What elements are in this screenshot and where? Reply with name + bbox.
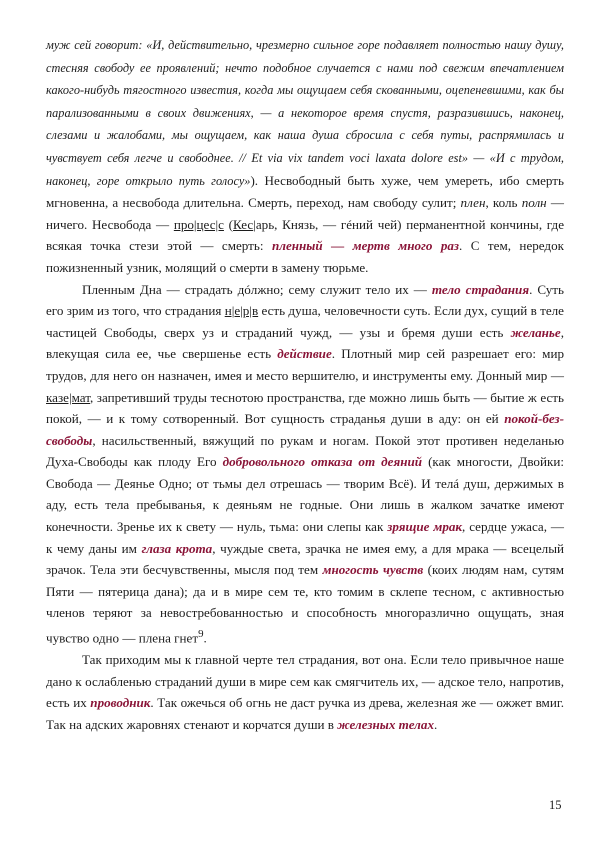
text: . xyxy=(434,716,438,732)
page-number: 15 xyxy=(549,798,562,812)
text: , коль xyxy=(485,195,522,211)
text: , сердце ужаса, — к чему даны им xyxy=(46,519,564,556)
italic-word: плен xyxy=(460,195,486,211)
highlighted-term: желанье xyxy=(510,324,561,340)
paragraph-1 xyxy=(46,34,564,279)
highlighted-term: железных телах xyxy=(337,716,434,732)
text: — ничего. Несвобода — xyxy=(46,195,564,232)
highlighted-term: глаза крота xyxy=(141,540,213,556)
text: , насильственный, вяжущий по рукам и ногам. Покой этот противен неделанью Духа-Свободы как плоду Его xyxy=(46,432,564,470)
italic-quote: муж сей говорит: «И, действительно, чрезмерно сильное горе подавляет полностью нашу душу, стесняя свободу ее проявлений; нечто подобное случается с нами под свежим впечатлением какого-нибудь тягостного известия, когда мы ощущаем себя скованными, оцепеневшими, как бы парализованными в своих движениях, — а некоторое время спустя, разразившись, наконец, слезами и жалобами, мы ощущаем, как наша душа сбросила с себя путы, распрямилась и чувствует себя легче и свободнее. // Et via vix tandem voci laxata dolore est» — «И с трудом, наконец, горе открыло путь голосу» xyxy=(46,38,564,188)
text: Пленным Дна — страдать дóлжно; сему служит тело их — xyxy=(82,281,432,297)
italic-word: полн xyxy=(521,195,547,211)
paragraph-2 xyxy=(46,279,564,649)
text: (коих людям нам, сутям Пяти — пятерица дана); да и в мире сем те, кто томим в склепе тесном, с активностью членов теряют за невостребованностью и способность многоразлично ощущать, зная чувство одно — плена гнет xyxy=(46,562,564,646)
paragraph-3 xyxy=(46,649,564,735)
highlighted-term: тело страдания xyxy=(431,281,530,297)
text: . Плотный мир сей разрешает его: мир трудов, для него он назначен, имея и место вершителю, и инструменты ему. Донный мир — xyxy=(46,346,564,383)
underlined-word: про|цес|с xyxy=(173,216,224,232)
page-body xyxy=(46,34,564,735)
text: есть душа, человечности суть. Если дух, сущий в теле частицей Свободы, сверх уз и страданий чужд, — узы и бремя души есть xyxy=(46,303,564,340)
highlighted-term: покой-без-свободы xyxy=(46,411,564,448)
highlighted-term: добровольного отказа от деяний xyxy=(222,454,423,470)
text: , запретивший труды теснотою пространства, где можно лишь быть — бытие ж есть покой, — и к тому сотворенный. Вот сущность страданья души в аду: он ей xyxy=(46,389,564,427)
highlighted-term: многость чувств xyxy=(322,562,424,578)
text: |арь, Князь, — гéний чей) перманентной кончины, где всякая точка стези этой — смерть: xyxy=(46,216,564,254)
text: . С тем, нередок пожизненный узник, молящий о смерти в замену тюрьме. xyxy=(46,238,565,275)
highlighted-term: действие xyxy=(277,346,332,362)
text: (как многости, Двойки: Свобода — Деянье Одно; от тьмы дел отрешась — творим Всё). И телá душ, держимых в аду, есть тела пребыванья, к деяньям не годные. Они лишь в жалком зачатке имеют конечности. Зренье их к свету — нуль, тьма: они слепы как xyxy=(46,454,564,535)
text: , влекущая сила ее, чье свершенье есть xyxy=(46,324,564,362)
text: ( xyxy=(223,216,234,232)
underlined-word: казе|мат xyxy=(46,389,90,405)
footnote-ref[interactable]: 9 xyxy=(198,628,204,641)
underlined-word: Кес xyxy=(233,216,254,232)
highlighted-term: зрящие мрак xyxy=(387,519,463,535)
underlined-word: н|е|р|в xyxy=(224,303,259,319)
text: . Суть его зрим из того, что страдания xyxy=(46,281,564,319)
text: Так приходим мы к главной черте тел страдания, вот она. Если тело привычное наше дано к ослабленью страданий души в мире сем как смягчитель их, — адское тело, напротив, есть их xyxy=(46,651,564,711)
text: . Так ожечься об огнь не даст ручка из древа, железная же — ожжет вмиг. Так на адских жаровнях стенают и корчатся души в xyxy=(46,695,564,732)
highlighted-term: пленный — мертв много раз xyxy=(271,238,460,254)
text: , чуждые света, зрачка не имея ему, а для мрака — всецелый зрачок. Тела эти бесчувственны, мысля под тем xyxy=(46,540,564,578)
highlighted-term: проводник xyxy=(90,695,151,711)
text: . xyxy=(203,630,207,646)
text: ). Несвободный быть хуже, чем умереть, ибо смерть мгновенна, а несвобода длительна. Смерть, переход, нам свободу сулит; xyxy=(46,172,565,211)
